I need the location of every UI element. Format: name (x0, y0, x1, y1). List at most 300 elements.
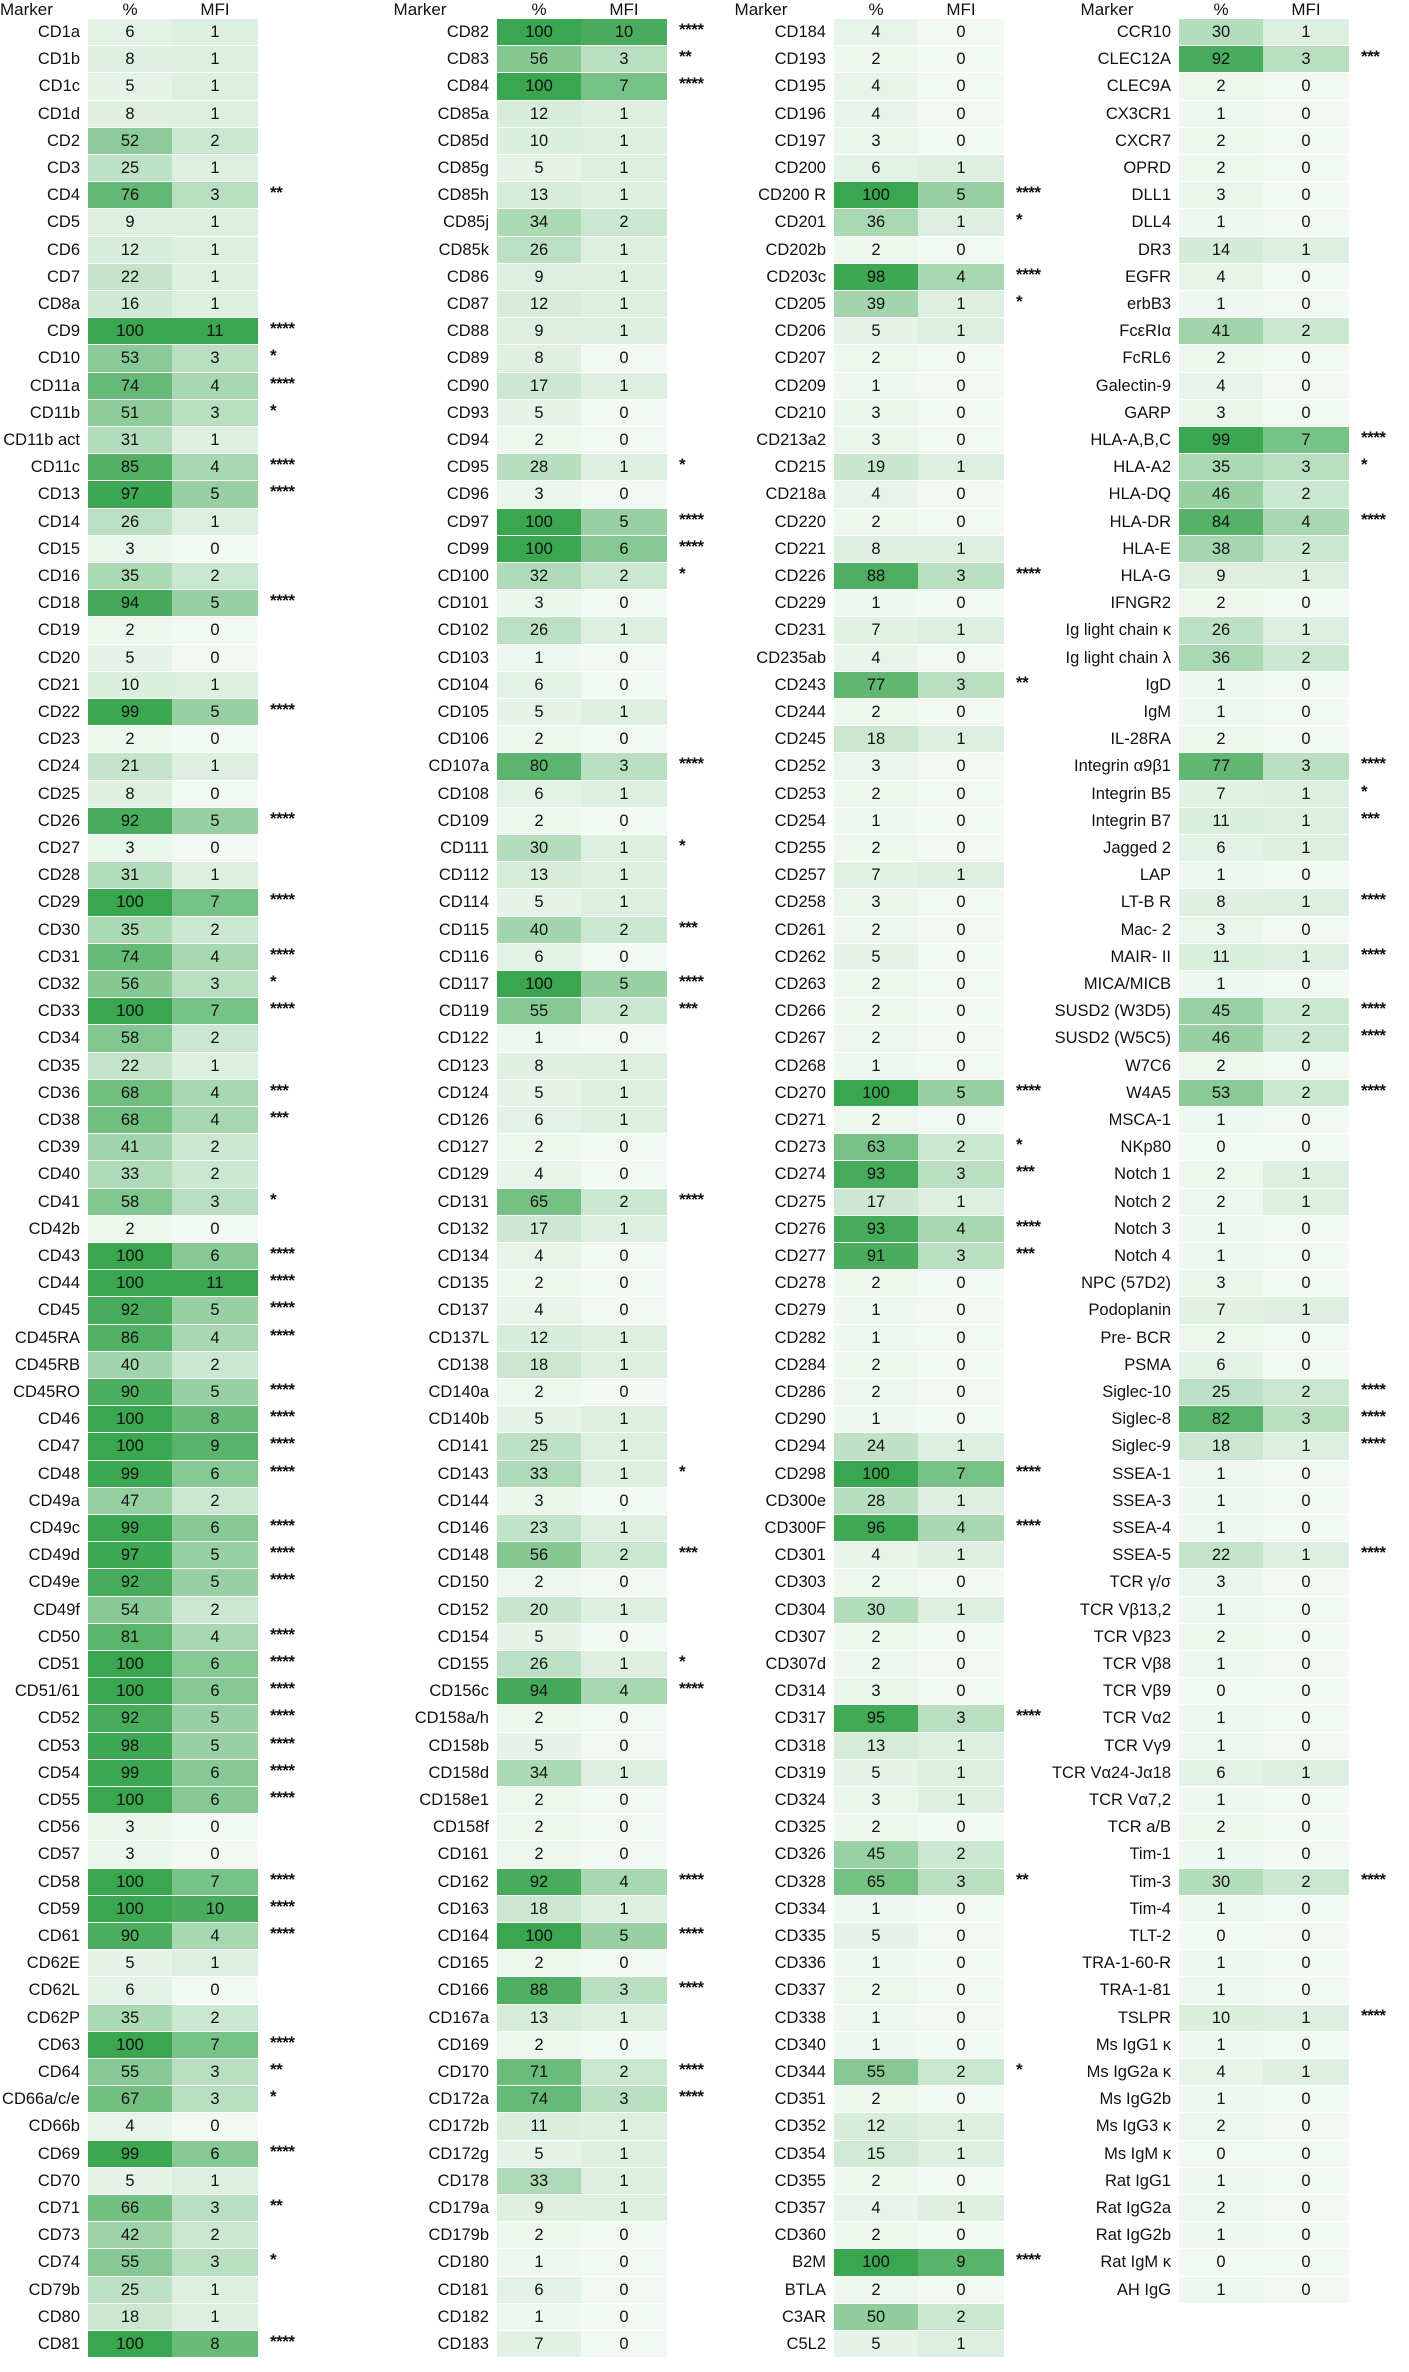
marker-label: W7C6 (1125, 1056, 1171, 1075)
significance-mark: **** (270, 482, 295, 502)
mfi-cell: 0 (1263, 2141, 1349, 2167)
percent-cell: 46 (1179, 1025, 1263, 1051)
percent-cell: 4 (497, 1161, 581, 1187)
significance-mark: * (270, 1189, 277, 1209)
table-row (690, 1678, 1064, 1705)
marker-label: CD32 (37, 975, 80, 993)
marker-label: IgM (1143, 703, 1171, 721)
table-row (1037, 2277, 1409, 2304)
table-row (1037, 1189, 1409, 1216)
table-row (0, 1624, 318, 1651)
marker-label: CD87 (446, 295, 489, 313)
mfi-cell: 1 (918, 617, 1004, 643)
percent-cell: 3 (88, 1814, 172, 1840)
percent-cell: 100 (88, 1270, 172, 1296)
significance-mark: **** (270, 1706, 295, 1726)
percent-cell: 13 (497, 182, 581, 208)
mfi-cell: 5 (172, 1733, 258, 1759)
mfi-cell: 5 (172, 1569, 258, 1595)
table-row (690, 536, 1064, 563)
table-row (690, 19, 1064, 46)
percent-cell: 40 (88, 1352, 172, 1378)
table-row (690, 1080, 1064, 1107)
mfi-cell: 1 (581, 889, 667, 915)
percent-cell: 22 (88, 1053, 172, 1079)
mfi-cell: 1 (581, 454, 667, 480)
mfi-cell: 0 (172, 835, 258, 861)
marker-label: CD44 (37, 1274, 80, 1293)
mfi-cell: 0 (1263, 73, 1349, 99)
marker-label: B2M (792, 2253, 826, 2272)
mfi-cell: 0 (172, 1216, 258, 1242)
percent-cell: 1 (1179, 1461, 1263, 1487)
marker-label: CD334 (774, 1899, 826, 1918)
mfi-cell: 7 (172, 2032, 258, 2058)
mfi-cell: 0 (1263, 971, 1349, 997)
mfi-cell: 5 (918, 182, 1004, 208)
marker-label: CD6 (46, 240, 80, 259)
table-row (345, 672, 727, 699)
percent-cell: 100 (834, 1080, 918, 1106)
marker-label: CD152 (437, 1600, 489, 1619)
table-row (345, 400, 727, 427)
percent-cell: 1 (1179, 1977, 1263, 2003)
percent-cell: 50 (834, 2304, 918, 2330)
percent-cell: 100 (497, 536, 581, 562)
mfi-cell: 10 (172, 1896, 258, 1922)
percent-cell: 33 (497, 2168, 581, 2194)
significance-mark: **** (1016, 1216, 1041, 1236)
marker-label: CD85j (443, 213, 489, 232)
percent-cell: 5 (88, 1950, 172, 1976)
mfi-cell: 0 (581, 2331, 667, 2357)
percent-cell: 100 (88, 318, 172, 344)
mfi-cell: 4 (581, 1678, 667, 1704)
mfi-cell: 0 (581, 645, 667, 671)
mfi-cell: 0 (918, 46, 1004, 72)
mfi-cell: 2 (1263, 1869, 1349, 1895)
marker-label: Notch 4 (1114, 1247, 1171, 1265)
marker-label: CD86 (446, 267, 489, 286)
percent-cell: 2 (88, 726, 172, 752)
marker-label: CD108 (437, 784, 489, 803)
percent-cell: 0 (1179, 1134, 1263, 1160)
table-row (1037, 1841, 1409, 1868)
percent-cell: 1 (834, 1406, 918, 1432)
table-row (0, 862, 318, 889)
mfi-cell: 1 (1263, 781, 1349, 807)
mfi-cell: 1 (581, 318, 667, 344)
marker-label: HLA-DR (1109, 512, 1171, 531)
marker-label: CD27 (37, 839, 80, 857)
percent-cell: 93 (834, 1216, 918, 1242)
mfi-cell: 2 (581, 563, 667, 589)
mfi-cell: 1 (918, 454, 1004, 480)
table-row (690, 2032, 1064, 2059)
table-row (0, 2195, 318, 2222)
percent-cell: 36 (834, 209, 918, 235)
mfi-cell: 4 (172, 1923, 258, 1949)
mfi-cell: 1 (918, 536, 1004, 562)
mfi-cell: 0 (581, 1270, 667, 1296)
percent-cell: 4 (497, 1243, 581, 1269)
marker-label: CD203c (766, 267, 826, 286)
marker-label: CD169 (437, 2035, 489, 2054)
mfi-cell: 0 (918, 944, 1004, 970)
mfi-cell: 0 (1263, 1705, 1349, 1731)
percent-cell: 100 (88, 1433, 172, 1459)
marker-label: CD183 (437, 2335, 489, 2353)
marker-label: CD154 (437, 1627, 489, 1646)
percent-cell: 56 (88, 971, 172, 997)
mfi-cell: 1 (918, 862, 1004, 888)
percent-cell: 2 (834, 1814, 918, 1840)
mfi-cell: 1 (1263, 617, 1349, 643)
percent-cell: 2 (497, 2032, 581, 2058)
percent-cell: 3 (834, 1678, 918, 1704)
mfi-cell: 1 (581, 128, 667, 154)
mfi-cell: 1 (918, 2141, 1004, 2167)
percent-cell: 2 (1179, 155, 1263, 181)
percent-cell: 8 (497, 1053, 581, 1079)
mfi-cell: 1 (581, 2141, 667, 2167)
table-row (0, 1216, 318, 1243)
marker-label: CD52 (37, 1709, 80, 1728)
marker-label: CD210 (774, 403, 826, 422)
percent-cell: 5 (88, 645, 172, 671)
marker-label: CD3 (46, 159, 80, 177)
table-row (1037, 1760, 1409, 1787)
percent-cell: 30 (497, 835, 581, 861)
mfi-cell: 1 (1263, 889, 1349, 915)
table-row (0, 2331, 318, 2358)
marker-label: CD196 (774, 104, 826, 123)
percent-cell: 1 (1179, 291, 1263, 317)
mfi-cell: 1 (581, 1216, 667, 1242)
marker-label: CD146 (437, 1519, 489, 1537)
table-row (1037, 1379, 1409, 1406)
table-row (1037, 1869, 1409, 1896)
percent-cell: 1 (834, 1950, 918, 1976)
percent-cell: 12 (497, 291, 581, 317)
marker-label: CD344 (774, 2063, 826, 2081)
mfi-cell: 0 (918, 19, 1004, 45)
mfi-cell: 1 (581, 101, 667, 127)
mfi-cell: 1 (581, 862, 667, 888)
mfi-cell: 1 (581, 617, 667, 643)
mfi-cell: 0 (918, 1678, 1004, 1704)
marker-label: CD103 (437, 648, 489, 667)
table-row (690, 509, 1064, 536)
percent-cell: 2 (834, 699, 918, 725)
mfi-cell: 2 (172, 1025, 258, 1051)
marker-label: TCR Vα2 (1102, 1709, 1171, 1728)
marker-label: CD45RO (13, 1383, 80, 1401)
table-row (690, 1352, 1064, 1379)
percent-cell: 34 (497, 209, 581, 235)
table-row (345, 1189, 727, 1216)
marker-label: Integrin B7 (1091, 811, 1171, 830)
table-row (0, 917, 318, 944)
table-row (690, 1569, 1064, 1596)
marker-label: CD117 (438, 975, 489, 993)
mfi-cell: 2 (172, 2005, 258, 2031)
percent-cell: 5 (497, 155, 581, 181)
mfi-cell: 1 (581, 1080, 667, 1106)
marker-label: CD112 (438, 866, 489, 885)
significance-mark: **** (1361, 999, 1386, 1019)
mfi-cell: 1 (172, 509, 258, 535)
table-row (345, 1542, 727, 1569)
table-row (690, 2086, 1064, 2113)
mfi-cell: 0 (1263, 672, 1349, 698)
significance-mark: **** (270, 1869, 295, 1889)
mfi-cell: 3 (581, 1977, 667, 2003)
significance-mark: **** (270, 944, 295, 964)
mfi-cell: 6 (172, 1243, 258, 1269)
table-row (345, 699, 727, 726)
table-row (0, 1977, 318, 2004)
table-row (0, 73, 318, 100)
marker-label: AH IgG (1116, 2280, 1171, 2299)
marker-label: CD206 (774, 322, 826, 341)
table-row (0, 101, 318, 128)
percent-cell: 47 (88, 1488, 172, 1514)
percent-cell: 4 (1179, 373, 1263, 399)
mfi-cell: 11 (172, 318, 258, 344)
table-row (690, 400, 1064, 427)
mfi-cell: 0 (581, 1624, 667, 1650)
marker-label: CD166 (437, 1981, 489, 2000)
percent-cell: 99 (1179, 427, 1263, 453)
percent-cell: 10 (1179, 2005, 1263, 2031)
table-row (345, 1624, 727, 1651)
mfi-cell: 3 (172, 345, 258, 371)
significance-mark: * (679, 1652, 686, 1671)
marker-label: CD138 (437, 1355, 489, 1374)
percent-cell: 6 (497, 672, 581, 698)
table-row (345, 1787, 727, 1814)
mfi-cell: 3 (172, 182, 258, 208)
percent-cell: 4 (1179, 264, 1263, 290)
table-row (690, 753, 1064, 780)
marker-label: TLT-2 (1129, 1927, 1171, 1945)
mfi-cell: 3 (172, 1189, 258, 1215)
mfi-cell: 0 (172, 1841, 258, 1867)
percent-cell: 35 (88, 2005, 172, 2031)
marker-label: CD81 (37, 2335, 80, 2353)
mfi-cell: 3 (581, 46, 667, 72)
marker-label: CD94 (446, 431, 489, 449)
percent-cell: 17 (497, 373, 581, 399)
marker-label: SSEA-3 (1112, 1491, 1171, 1510)
percent-cell: 2 (1179, 1325, 1263, 1351)
table-row (1037, 645, 1409, 672)
mfi-cell: 1 (1263, 1760, 1349, 1786)
marker-label: CD47 (37, 1437, 80, 1456)
percent-cell: 5 (497, 699, 581, 725)
table-row (1037, 1270, 1409, 1297)
table-row (690, 971, 1064, 998)
marker-label: CD101 (437, 594, 489, 613)
mfi-cell: 1 (1263, 1542, 1349, 1568)
table-row (690, 563, 1064, 590)
mfi-cell: 0 (918, 971, 1004, 997)
mfi-cell: 1 (581, 291, 667, 317)
percent-cell: 33 (88, 1161, 172, 1187)
table-row (345, 1977, 727, 2004)
table-row (690, 1461, 1064, 1488)
marker-label: CD257 (774, 866, 826, 885)
table-row (345, 645, 727, 672)
mfi-cell: 1 (581, 1352, 667, 1378)
significance-mark: **** (270, 700, 295, 719)
significance-mark: * (1016, 292, 1023, 311)
table-row (345, 2113, 727, 2140)
percent-cell: 91 (834, 1243, 918, 1269)
mfi-cell: 0 (172, 645, 258, 671)
percent-cell: 11 (1179, 808, 1263, 834)
percent-cell: 2 (1179, 1161, 1263, 1187)
mfi-cell: 8 (172, 2331, 258, 2357)
mfi-cell: 3 (581, 753, 667, 779)
mfi-cell: 1 (581, 155, 667, 181)
significance-mark: **** (679, 754, 704, 774)
marker-label: HLA-A2 (1113, 458, 1171, 477)
marker-label: CD88 (446, 322, 489, 341)
percent-cell: 1 (1179, 209, 1263, 235)
mfi-cell: 0 (1263, 1678, 1349, 1704)
marker-label: MSCA-1 (1108, 1111, 1171, 1129)
table-row (690, 1488, 1064, 1515)
table-row (345, 1053, 727, 1080)
marker-label: CD261 (774, 920, 826, 939)
marker-label: Rat IgG2a (1095, 2199, 1171, 2217)
mfi-cell: 3 (172, 971, 258, 997)
table-row (0, 373, 318, 400)
percent-cell: 2 (1179, 2195, 1263, 2221)
significance-mark: * (679, 564, 686, 583)
mfi-cell: 2 (581, 209, 667, 235)
significance-mark: **** (1016, 564, 1041, 583)
mfi-cell: 1 (581, 1325, 667, 1351)
mfi-cell: 0 (1263, 1787, 1349, 1813)
mfi-cell: 1 (918, 1787, 1004, 1813)
mfi-cell: 4 (172, 373, 258, 399)
table-row (690, 182, 1064, 209)
marker-label: CD62P (26, 2008, 80, 2027)
percent-cell: 2 (834, 917, 918, 943)
percent-cell: 100 (88, 1651, 172, 1677)
table-row (0, 1515, 318, 1542)
table-row (0, 2113, 318, 2140)
marker-label: CD274 (774, 1165, 826, 1184)
table-row (0, 2304, 318, 2331)
marker-label: TCR Vβ13,2 (1079, 1600, 1171, 1619)
mfi-cell: 1 (1263, 808, 1349, 834)
table-row (345, 536, 727, 563)
mfi-cell: 0 (581, 672, 667, 698)
marker-label: CD58 (37, 1872, 80, 1891)
table-row (345, 835, 727, 862)
significance-mark: *** (1016, 1244, 1035, 1263)
table-row (690, 917, 1064, 944)
table-row (1037, 1488, 1409, 1515)
marker-label: CD115 (438, 920, 489, 939)
significance-mark: **** (270, 1244, 295, 1263)
marker-label: TCR Vγ9 (1104, 1736, 1171, 1755)
table-row (1037, 1352, 1409, 1379)
percent-cell: 100 (88, 1678, 172, 1704)
marker-label: CD355 (774, 2171, 826, 2190)
table-row (1037, 373, 1409, 400)
mfi-cell: 2 (172, 563, 258, 589)
table-row (0, 1814, 318, 1841)
significance-mark: **** (270, 1652, 295, 1671)
percent-cell: 15 (834, 2141, 918, 2167)
table-row (690, 2222, 1064, 2249)
marker-label: CD25 (37, 784, 80, 803)
marker-label: CD127 (437, 1138, 489, 1157)
mfi-cell: 0 (918, 1814, 1004, 1840)
table-row (690, 2277, 1064, 2304)
mfi-cell: 3 (1263, 753, 1349, 779)
percent-cell: 3 (88, 1841, 172, 1867)
percent-cell: 2 (1179, 1053, 1263, 1079)
mfi-cell: 5 (172, 699, 258, 725)
table-row (1037, 46, 1409, 73)
mfi-cell: 0 (1263, 2086, 1349, 2112)
table-row (1037, 1542, 1409, 1569)
table-row (1037, 454, 1409, 481)
mfi-cell: 6 (172, 1461, 258, 1487)
marker-label: CD304 (774, 1600, 826, 1619)
mfi-cell: 4 (918, 264, 1004, 290)
mfi-cell: 0 (918, 998, 1004, 1024)
percent-cell: 2 (834, 1651, 918, 1677)
marker-label: CD49c (29, 1519, 80, 1537)
table-row (345, 1760, 727, 1787)
percent-cell: 90 (88, 1923, 172, 1949)
percent-cell: 2 (834, 46, 918, 72)
table-row (0, 2249, 318, 2276)
marker-label: CD170 (437, 2063, 489, 2081)
table-row (0, 1569, 318, 1596)
mfi-cell: 4 (918, 1216, 1004, 1242)
table-row (690, 1733, 1064, 1760)
mfi-cell: 0 (918, 835, 1004, 861)
mfi-cell: 0 (918, 1569, 1004, 1595)
table-row (345, 481, 727, 508)
mfi-cell: 2 (1263, 318, 1349, 344)
mfi-cell: 1 (172, 46, 258, 72)
percent-cell: 1 (1179, 862, 1263, 888)
marker-label: CD207 (774, 349, 826, 368)
significance-mark: **** (679, 1679, 704, 1699)
significance-mark: **** (270, 1924, 295, 1943)
marker-label: CD155 (437, 1655, 489, 1673)
table-row (0, 672, 318, 699)
percent-cell: 5 (497, 2141, 581, 2167)
marker-label: CD102 (437, 621, 489, 640)
mfi-cell: 1 (918, 1760, 1004, 1786)
table-row (690, 1325, 1064, 1352)
table-row (0, 291, 318, 318)
percent-cell: 3 (1179, 1270, 1263, 1296)
percent-cell: 77 (1179, 753, 1263, 779)
table-row (345, 1352, 727, 1379)
marker-label: CD319 (774, 1763, 826, 1782)
